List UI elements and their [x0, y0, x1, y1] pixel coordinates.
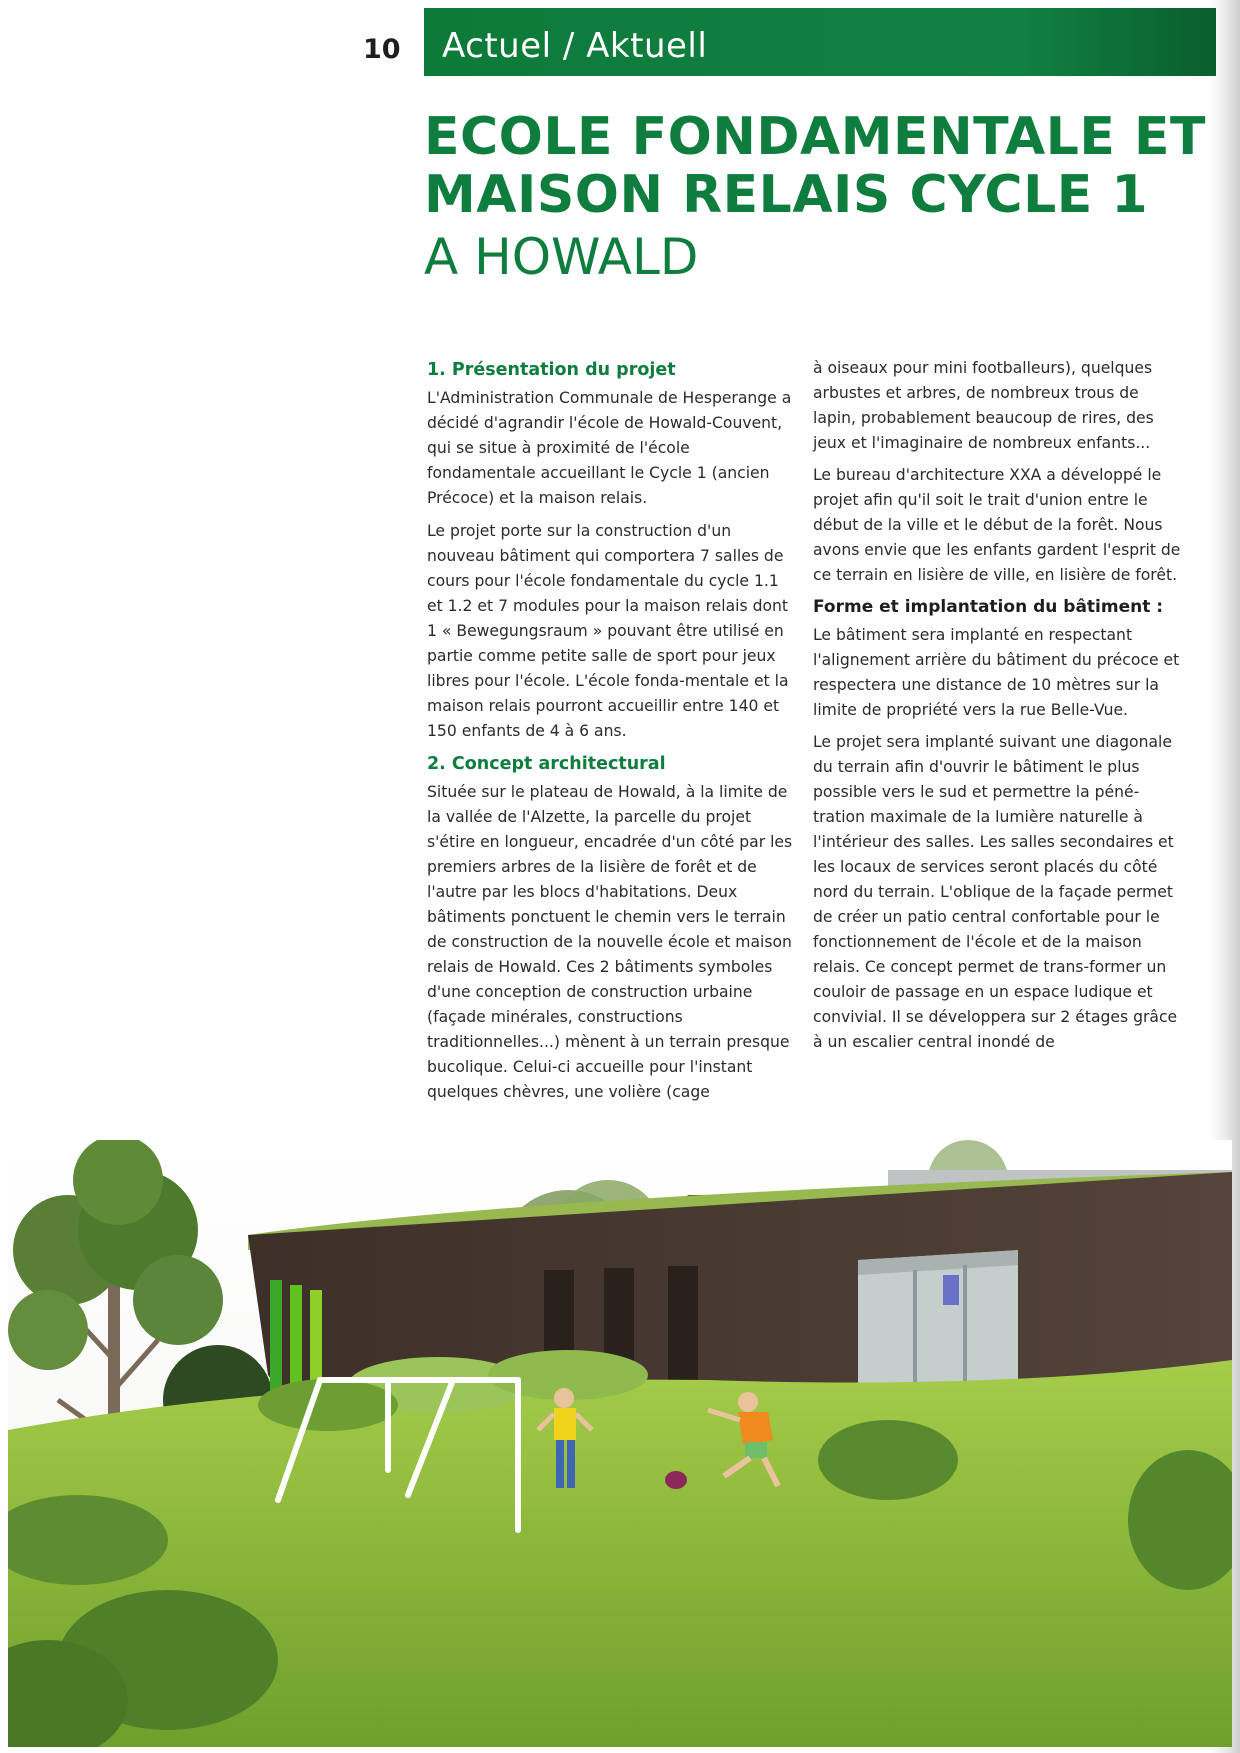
section-header-bar	[424, 8, 1216, 76]
paragraph: Située sur le plateau de Howald, à la limite de la vallée de l'Alzette, la parcelle du projet s'étire en longueur, encadrée d'un côté par les premiers arbres de la lisière de forêt et de l'autre par les blocs d'habitations. Deux bâtiments ponctuent le chemin vers le terrain de construction de la nouvelle école et maison relais de Howald. Ces 2 bâtiments symboles d'une conception de construction urbaine (façade minérales, constructions traditionnelles...) mènent à un terrain presque bucolique. Celui-ci accueille pour l'instant quelques chèvres, une volière (cage	[427, 783, 793, 1101]
paragraph: Le bâtiment sera implanté en respectant l'alignement arrière du bâtiment du précoce et respectera une distance de 10 mètres sur la limite de propriété vers la rue Belle-Vue.	[813, 626, 1180, 719]
heading-forme-implantation: Forme et implantation du bâtiment :	[813, 597, 1164, 617]
article-subtitle: A HOWALD	[424, 228, 699, 286]
heading-concept: 2. Concept architectural	[427, 754, 666, 774]
soccer-ball	[665, 1471, 687, 1489]
heading-presentation: 1. Présentation du projet	[427, 360, 676, 380]
page-number: 10	[363, 34, 401, 65]
section-label: Actuel / Aktuell	[442, 26, 708, 66]
title-line-1: ECOLE FONDAMENTALE ET	[424, 107, 1207, 167]
paragraph: Le projet porte sur la construction d'un nouveau bâtiment qui comportera 7 salles de cours pour l'école fondamentale du cycle 1.1 et 1.2 et 7 modules pour la maison relais dont 1 « Bewegungsraum » pouvant être utilisé en partie comme petite salle de sport pour jeux libres pour l'école. L'école fonda-mentale et la maison relais pourront accueillir entre 140 et 150 enfants de 4 à 6 ans.	[427, 522, 789, 740]
article-title	[424, 107, 1207, 288]
paragraph: à oiseaux pour mini footballeurs), quelques arbustes et arbres, de nombreux trous de lapin, probablement beaucoup de rires, des jeux et l'imaginaire de nombreux enfants...	[813, 359, 1154, 452]
title-line-2: MAISON RELAIS CYCLE 1	[424, 165, 1149, 225]
paragraph: L'Administration Communale de Hesperange a décidé d'agrandir l'école de Howald-Couvent, qui se situe à proximité de l'école fondamentale accueillant le Cycle 1 (ancien Précoce) et la maison relais.	[427, 389, 792, 507]
lower-colored-strips	[270, 1280, 322, 1395]
paragraph: Le bureau d'architecture XXA a développé le projet afin qu'il soit le trait d'union entre le début de la ville et le début de la forêt. Nous avons envie que les enfants gardent l'esprit de ce terrain en lisière de ville, en lisière de forêt.	[813, 466, 1181, 584]
architectural-rendering	[8, 1140, 1232, 1747]
text-column-left	[427, 358, 795, 1113]
text-column-right	[813, 356, 1181, 1062]
paragraph: Le projet sera implanté suivant une diagonale du terrain afin d'ouvrir le bâtiment le plus possible vers le sud et permettre la péné-tration maximale de la lumière naturelle à l'intérieur des salles. Les salles secondaires et les locaux de services seront placés du côté nord du terrain. L'oblique de la façade permet de créer un patio central confortable pour le fonctionnement de l'école et de la maison relais. Ce concept permet de trans-former un couloir de passage en un espace ludique et convivial. Il se développera sur 2 étages grâce à un escalier central inondé de	[813, 733, 1178, 1051]
